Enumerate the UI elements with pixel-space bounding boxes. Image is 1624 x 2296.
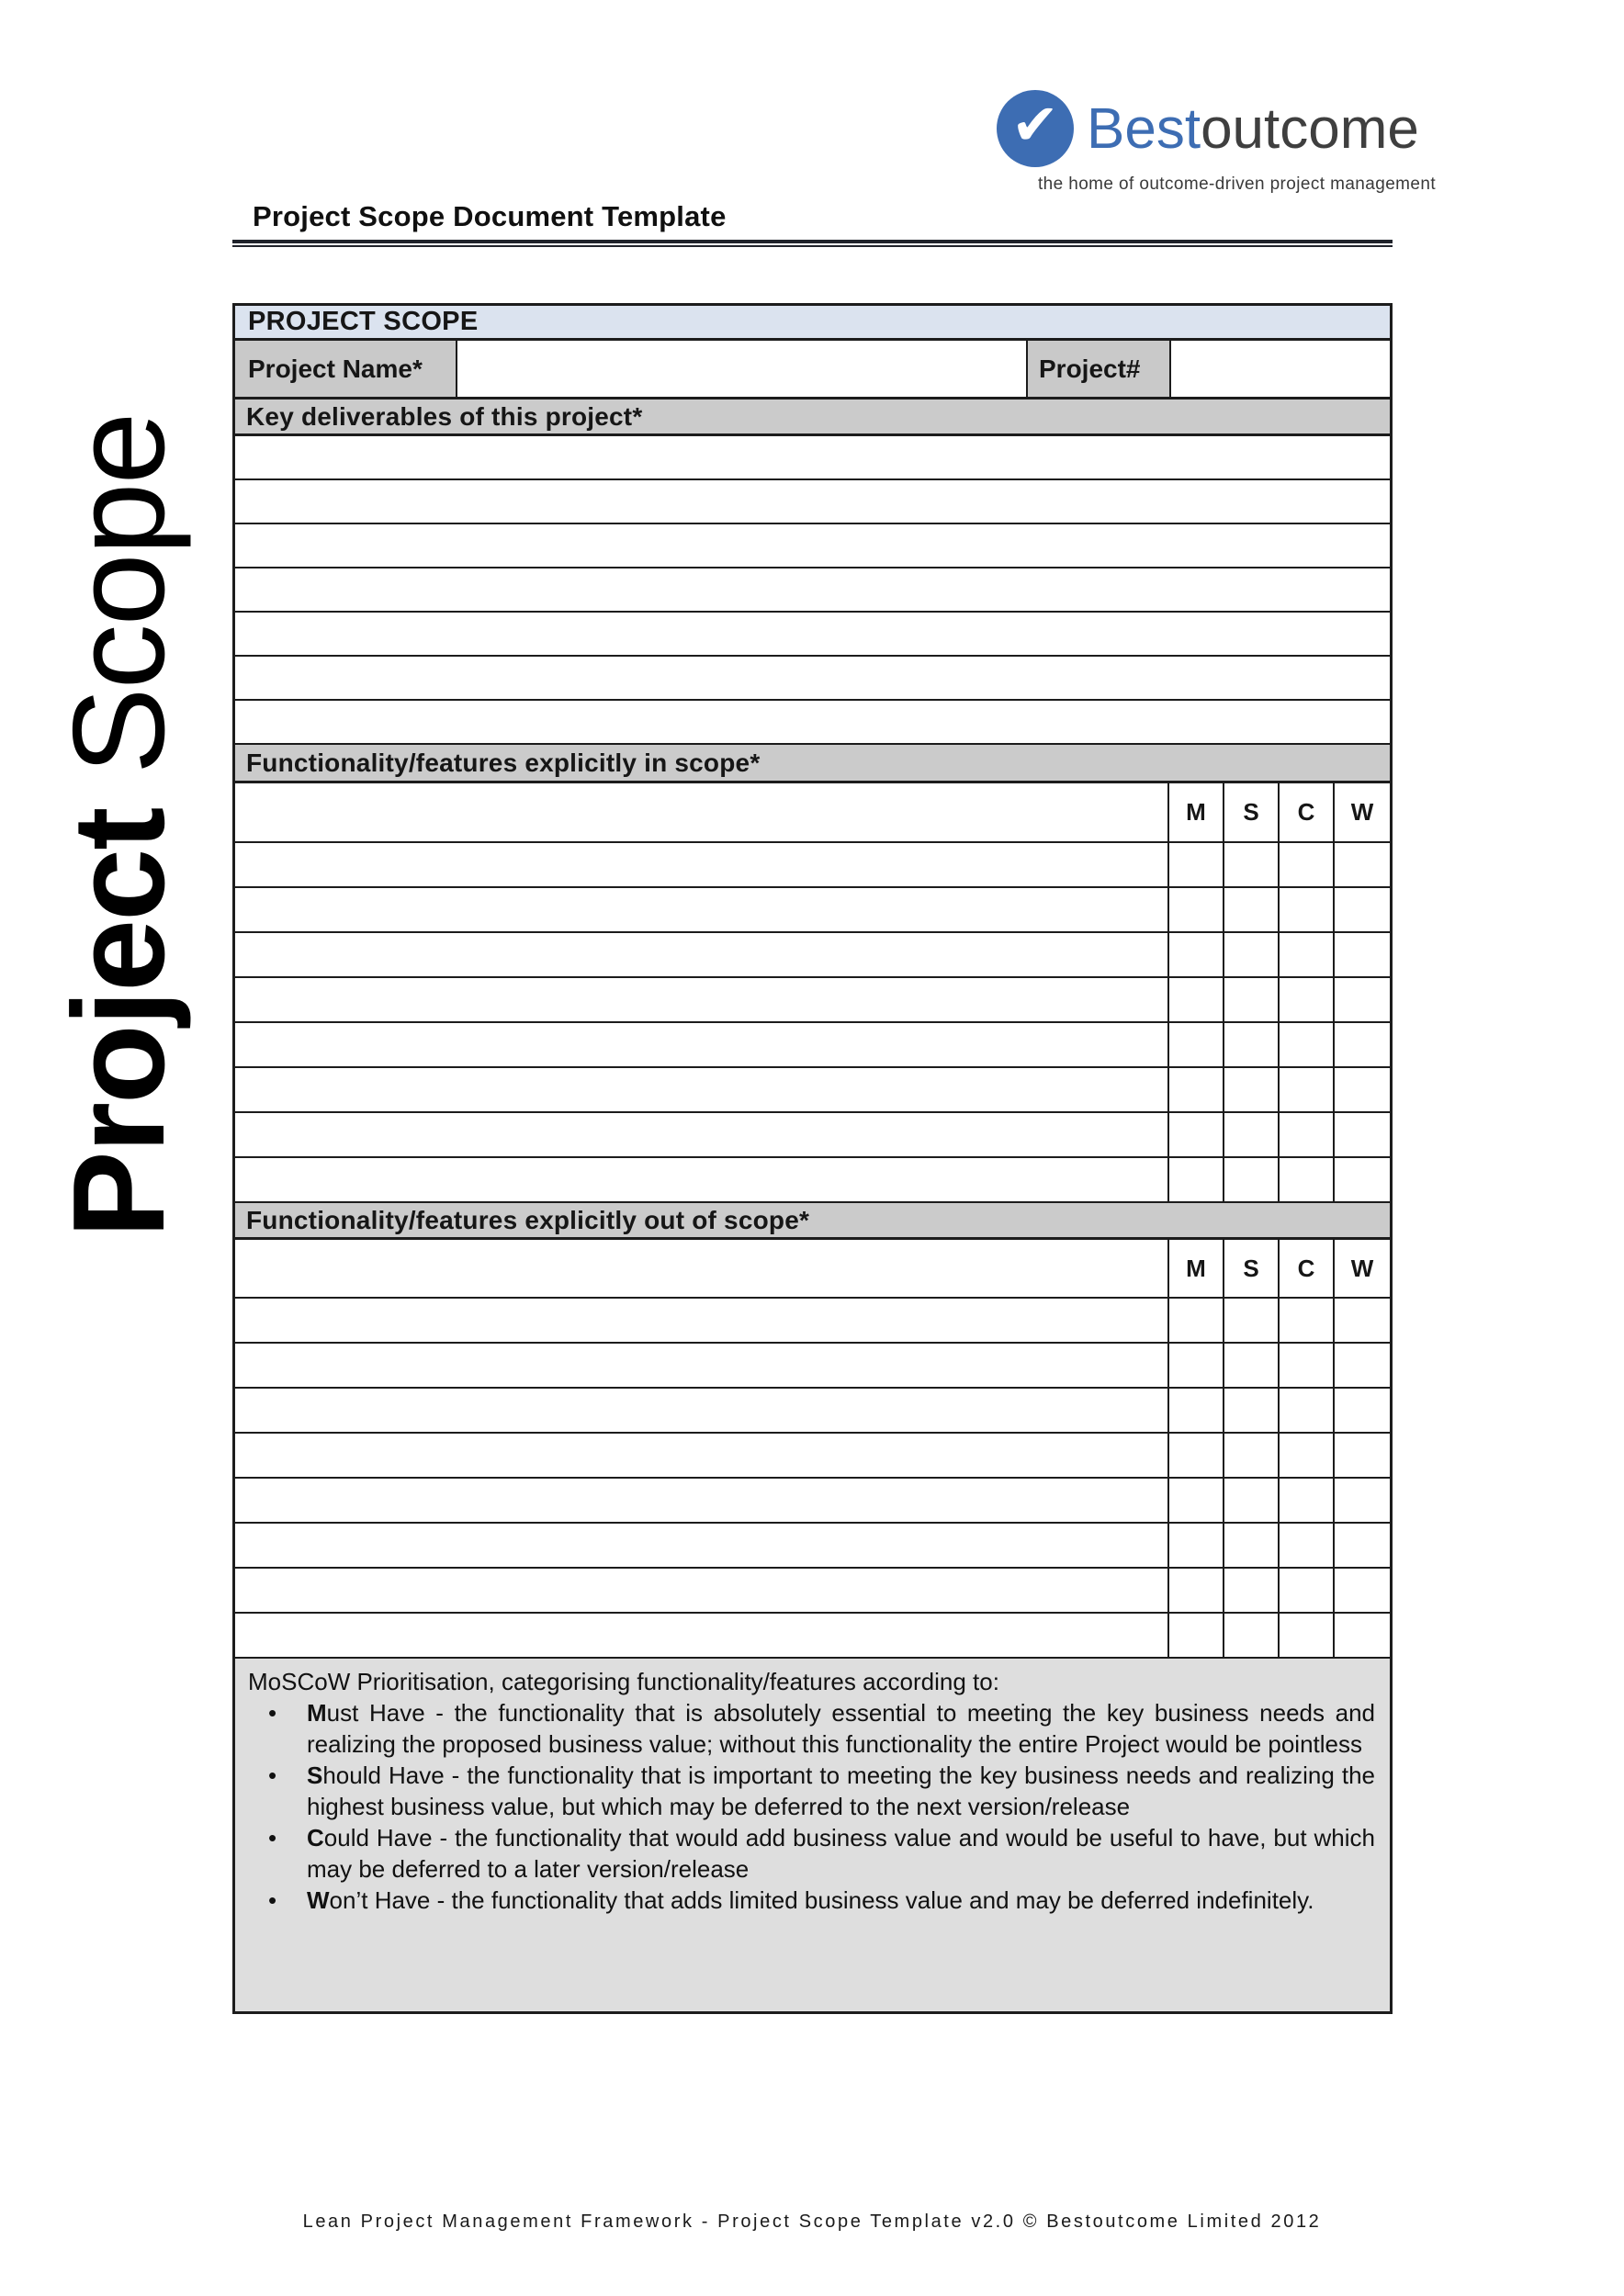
- could-checkbox-cell[interactable]: [1280, 888, 1335, 931]
- out-of-scope-input-row: [235, 1479, 1390, 1524]
- wont-checkbox-cell[interactable]: [1335, 1479, 1390, 1522]
- column-header-should: S: [1224, 1240, 1280, 1297]
- feature-description-cell[interactable]: [235, 1524, 1169, 1567]
- should-checkbox-cell[interactable]: [1224, 1023, 1280, 1066]
- should-checkbox-cell[interactable]: [1224, 1068, 1280, 1111]
- moscow-bullet-could: • Could Have - the functionality that would add business value and would be useful to have, but which may be deferred to a later version/release: [248, 1822, 1375, 1885]
- should-checkbox-cell[interactable]: [1224, 1569, 1280, 1612]
- feature-description-cell[interactable]: [235, 933, 1169, 976]
- must-checkbox-cell[interactable]: [1169, 1614, 1224, 1657]
- must-checkbox-cell[interactable]: [1169, 1299, 1224, 1342]
- project-name-row: [235, 341, 1390, 400]
- could-checkbox-cell[interactable]: [1280, 1479, 1335, 1522]
- moscow-prioritisation-block: [235, 1659, 1390, 2011]
- deliverable-input-row[interactable]: [235, 613, 1390, 657]
- project-name-field[interactable]: [457, 341, 1028, 397]
- must-checkbox-cell[interactable]: [1169, 933, 1224, 976]
- could-checkbox-cell[interactable]: [1280, 1434, 1335, 1477]
- out-of-scope-input-row: [235, 1299, 1390, 1344]
- wont-checkbox-cell[interactable]: [1335, 1344, 1390, 1387]
- should-checkbox-cell[interactable]: [1224, 1113, 1280, 1156]
- feature-description-cell[interactable]: [235, 1023, 1169, 1066]
- wont-checkbox-cell[interactable]: [1335, 978, 1390, 1021]
- side-label-scope: Scope: [46, 413, 192, 775]
- wont-checkbox-cell[interactable]: [1335, 1113, 1390, 1156]
- key-deliverables-header: Key deliverables of this project*: [235, 400, 1390, 436]
- brand-tagline: the home of outcome-driven project management: [1037, 174, 1436, 194]
- out-of-scope-input-row: [235, 1434, 1390, 1479]
- could-checkbox-cell[interactable]: [1280, 1299, 1335, 1342]
- out-of-scope-input-row: [235, 1344, 1390, 1389]
- feature-description-cell[interactable]: [235, 1479, 1169, 1522]
- must-checkbox-cell[interactable]: [1169, 1434, 1224, 1477]
- could-checkbox-cell[interactable]: [1280, 843, 1335, 886]
- wont-checkbox-cell[interactable]: [1335, 1434, 1390, 1477]
- should-checkbox-cell[interactable]: [1224, 1524, 1280, 1567]
- feature-description-cell[interactable]: [235, 1113, 1169, 1156]
- could-checkbox-cell[interactable]: [1280, 1023, 1335, 1066]
- wont-checkbox-cell[interactable]: [1335, 1068, 1390, 1111]
- brand-name: [1087, 96, 1419, 162]
- should-checkbox-cell[interactable]: [1224, 1344, 1280, 1387]
- wont-checkbox-cell[interactable]: [1335, 1158, 1390, 1201]
- in-scope-header: Functionality/features explicitly in scope*: [235, 745, 1390, 783]
- wont-checkbox-cell[interactable]: [1335, 1389, 1390, 1432]
- wont-checkbox-cell[interactable]: [1335, 843, 1390, 886]
- checkmark-icon: ✔: [1011, 94, 1059, 157]
- column-header-wont: W: [1350, 798, 1374, 826]
- moscow-bullet-should: • Should Have - the functionality that is important to meeting the key business needs and realizing the highest business value, but which may be deferred to the next version/release: [248, 1760, 1375, 1822]
- column-header-must: M: [1169, 783, 1224, 841]
- could-checkbox-cell[interactable]: [1280, 1113, 1335, 1156]
- column-header-must: M: [1169, 1240, 1224, 1297]
- must-checkbox-cell[interactable]: [1169, 1389, 1224, 1432]
- bestoutcome-logo: [997, 90, 1436, 195]
- in-scope-input-row: [235, 888, 1390, 933]
- in-scope-mscw-header-row: [235, 783, 1390, 843]
- title-rule-thick: [232, 240, 1393, 243]
- side-label-project: Project: [46, 808, 192, 1238]
- out-of-scope-description-cell[interactable]: [235, 1240, 1169, 1297]
- brand-best: Best: [1087, 96, 1201, 161]
- should-checkbox-cell[interactable]: [1224, 1299, 1280, 1342]
- could-checkbox-cell[interactable]: [1280, 1344, 1335, 1387]
- wont-checkbox-cell[interactable]: [1335, 1299, 1390, 1342]
- should-checkbox-cell[interactable]: [1224, 933, 1280, 976]
- could-checkbox-cell[interactable]: [1280, 1614, 1335, 1657]
- must-checkbox-cell[interactable]: [1169, 978, 1224, 1021]
- wont-checkbox-cell[interactable]: [1335, 1524, 1390, 1567]
- must-checkbox-cell[interactable]: [1169, 1158, 1224, 1201]
- should-checkbox-cell[interactable]: [1224, 843, 1280, 886]
- must-checkbox-cell[interactable]: [1169, 843, 1224, 886]
- in-scope-input-row: [235, 1023, 1390, 1068]
- should-checkbox-cell[interactable]: [1224, 978, 1280, 1021]
- wont-checkbox-cell[interactable]: [1335, 1023, 1390, 1066]
- could-checkbox-cell[interactable]: [1280, 1068, 1335, 1111]
- could-checkbox-cell[interactable]: [1280, 978, 1335, 1021]
- could-checkbox-cell[interactable]: [1280, 933, 1335, 976]
- wont-checkbox-cell[interactable]: [1335, 1614, 1390, 1657]
- out-of-scope-rows: [235, 1299, 1390, 1659]
- project-number-label: Project#: [1028, 341, 1171, 397]
- out-of-scope-input-row: [235, 1569, 1390, 1614]
- could-checkbox-cell[interactable]: [1280, 1569, 1335, 1612]
- deliverable-input-row[interactable]: [235, 480, 1390, 524]
- project-name-label: Project Name*: [235, 341, 457, 397]
- feature-description-cell[interactable]: [235, 888, 1169, 931]
- deliverable-input-row[interactable]: [235, 436, 1390, 480]
- feature-description-cell[interactable]: [235, 978, 1169, 1021]
- column-header-could: C: [1280, 783, 1335, 841]
- document-footer: Lean Project Management Framework - Project Scope Template v2.0 © Bestoutcome Limited 2012: [302, 2212, 1322, 2232]
- logo-circle: [997, 90, 1074, 167]
- deliverable-input-row[interactable]: [235, 701, 1390, 745]
- column-header-wont: W: [1350, 1254, 1374, 1282]
- out-of-scope-mscw-header-row: [235, 1240, 1390, 1299]
- should-checkbox-cell[interactable]: [1224, 1479, 1280, 1522]
- could-checkbox-cell[interactable]: [1280, 1158, 1335, 1201]
- key-deliverables-rows: [235, 436, 1390, 745]
- in-scope-input-row: [235, 978, 1390, 1023]
- must-checkbox-cell[interactable]: [1169, 1068, 1224, 1111]
- out-of-scope-header: Functionality/features explicitly out of scope*: [235, 1203, 1390, 1240]
- wont-checkbox-cell[interactable]: [1335, 888, 1390, 931]
- must-checkbox-cell[interactable]: [1169, 1344, 1224, 1387]
- moscow-bullet-must: • Must Have - the functionality that is absolutely essential to meeting the key business needs and realizing the proposed business value; without this functionality the entire Project would be pointless: [248, 1697, 1375, 1760]
- brand-outcome: outcome: [1201, 96, 1419, 161]
- in-scope-input-row: [235, 933, 1390, 978]
- in-scope-input-row: [235, 1068, 1390, 1113]
- column-header-could: C: [1280, 1240, 1335, 1297]
- should-checkbox-cell[interactable]: [1224, 1158, 1280, 1201]
- in-scope-input-row: [235, 1158, 1390, 1203]
- in-scope-rows: [235, 843, 1390, 1203]
- vertical-side-label: [44, 274, 195, 1238]
- out-of-scope-input-row: [235, 1614, 1390, 1659]
- in-scope-input-row: [235, 1113, 1390, 1158]
- must-checkbox-cell[interactable]: [1169, 1524, 1224, 1567]
- column-header-should: S: [1224, 783, 1280, 841]
- in-scope-input-row: [235, 843, 1390, 888]
- page-title: Project Scope Document Template: [253, 200, 727, 232]
- feature-description-cell[interactable]: [235, 1569, 1169, 1612]
- moscow-bullet-wont: • Won’t Have - the functionality that adds limited business value and may be deferred indefinitely.: [248, 1885, 1375, 1916]
- feature-description-cell[interactable]: [235, 1434, 1169, 1477]
- could-checkbox-cell[interactable]: [1280, 1389, 1335, 1432]
- must-checkbox-cell[interactable]: [1169, 1023, 1224, 1066]
- title-block: [232, 200, 1393, 247]
- deliverable-input-row[interactable]: [235, 524, 1390, 568]
- in-scope-description-cell[interactable]: [235, 783, 1169, 841]
- feature-description-cell[interactable]: [235, 1344, 1169, 1387]
- feature-description-cell[interactable]: [235, 1068, 1169, 1111]
- feature-description-cell[interactable]: [235, 1614, 1169, 1657]
- out-of-scope-input-row: [235, 1389, 1390, 1434]
- must-checkbox-cell[interactable]: [1169, 888, 1224, 931]
- should-checkbox-cell[interactable]: [1224, 1434, 1280, 1477]
- project-number-field[interactable]: [1171, 341, 1390, 397]
- project-scope-table: [232, 303, 1393, 2014]
- deliverable-input-row[interactable]: [235, 568, 1390, 613]
- out-of-scope-input-row: [235, 1524, 1390, 1569]
- table-title-bar: PROJECT SCOPE: [235, 306, 1390, 341]
- feature-description-cell[interactable]: [235, 1389, 1169, 1432]
- title-rule-thin: [232, 245, 1393, 247]
- should-checkbox-cell[interactable]: [1224, 1389, 1280, 1432]
- moscow-bullet-list: [248, 1697, 1375, 1916]
- wont-checkbox-cell[interactable]: [1335, 1569, 1390, 1612]
- feature-description-cell[interactable]: [235, 1158, 1169, 1201]
- should-checkbox-cell[interactable]: [1224, 1614, 1280, 1657]
- must-checkbox-cell[interactable]: [1169, 1479, 1224, 1522]
- should-checkbox-cell[interactable]: [1224, 888, 1280, 931]
- moscow-intro: MoSCoW Prioritisation, categorising functionality/features according to:: [248, 1668, 999, 1695]
- feature-description-cell[interactable]: [235, 1299, 1169, 1342]
- must-checkbox-cell[interactable]: [1169, 1569, 1224, 1612]
- feature-description-cell[interactable]: [235, 843, 1169, 886]
- must-checkbox-cell[interactable]: [1169, 1113, 1224, 1156]
- could-checkbox-cell[interactable]: [1280, 1524, 1335, 1567]
- deliverable-input-row[interactable]: [235, 657, 1390, 701]
- wont-checkbox-cell[interactable]: [1335, 933, 1390, 976]
